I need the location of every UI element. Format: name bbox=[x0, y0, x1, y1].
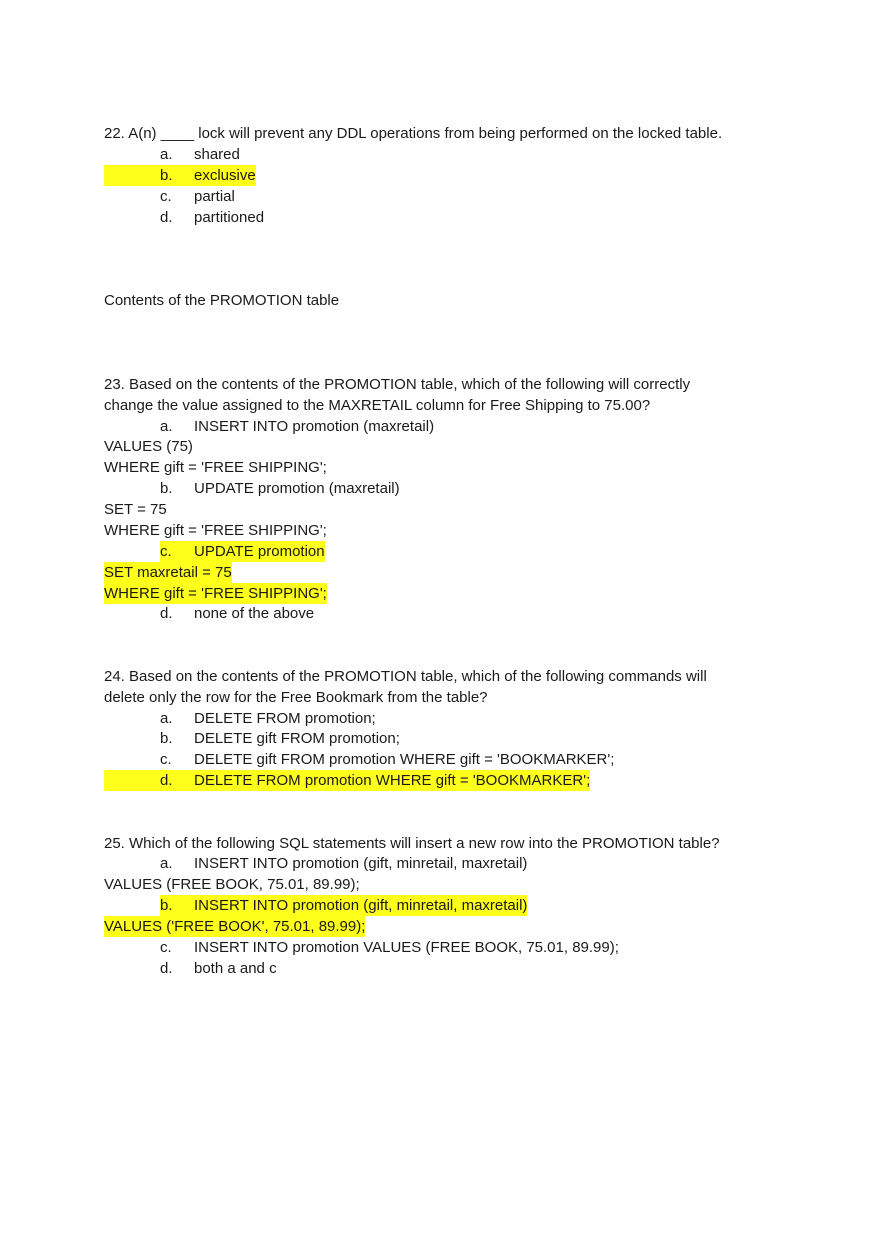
option-letter: a. bbox=[160, 710, 173, 727]
option-text: INSERT INTO promotion (gift, minretail, maxretail) bbox=[194, 855, 528, 872]
q24-option-d-answer bbox=[104, 770, 590, 791]
option-text: DELETE FROM promotion; bbox=[194, 710, 376, 727]
q25-option-c bbox=[104, 937, 619, 958]
option-letter: c. bbox=[160, 543, 172, 560]
option-text: DELETE FROM promotion WHERE gift = 'BOOKMARKER'; bbox=[194, 772, 591, 789]
q24-stem-line2: delete only the row for the Free Bookmark from the table? bbox=[104, 689, 488, 706]
option-text: UPDATE promotion (maxretail) bbox=[194, 480, 400, 497]
q24-option-c bbox=[104, 749, 614, 770]
option-letter: a. bbox=[160, 855, 173, 872]
q23-option-c-line3-answer: WHERE gift = 'FREE SHIPPING'; bbox=[104, 585, 327, 602]
q23-option-b-line2: SET = 75 bbox=[104, 501, 167, 518]
option-text: INSERT INTO promotion VALUES (FREE BOOK, 75.01, 89.99); bbox=[194, 939, 619, 956]
option-text: partial bbox=[194, 188, 235, 205]
option-letter: c. bbox=[160, 188, 172, 205]
q23-stem-line2: change the value assigned to the MAXRETAIL column for Free Shipping to 75.00? bbox=[104, 397, 651, 414]
q25-option-a-line2: VALUES (FREE BOOK, 75.01, 89.99); bbox=[104, 876, 360, 893]
promotion-table-heading: Contents of the PROMOTION table bbox=[104, 292, 340, 309]
q25-option-d bbox=[104, 958, 277, 979]
option-letter: b. bbox=[160, 730, 173, 747]
option-letter: b. bbox=[160, 480, 173, 497]
q25-stem: 25. Which of the following SQL statements will insert a new row into the PROMOTION table? bbox=[104, 835, 720, 852]
option-letter: d. bbox=[160, 772, 173, 789]
q23-option-b bbox=[104, 478, 400, 499]
q22-option-d bbox=[104, 207, 264, 228]
q23-option-a bbox=[104, 416, 434, 437]
option-letter: b. bbox=[160, 897, 173, 914]
q25-option-b-answer bbox=[104, 895, 527, 916]
q22-option-a bbox=[104, 144, 240, 165]
q25-option-b-line2-answer: VALUES ('FREE BOOK', 75.01, 89.99); bbox=[104, 918, 366, 935]
option-letter: a. bbox=[160, 418, 173, 435]
option-letter: b. bbox=[160, 167, 173, 184]
q22-option-c bbox=[104, 186, 235, 207]
option-text: none of the above bbox=[194, 605, 315, 622]
q22-option-b-answer bbox=[104, 165, 256, 186]
option-text: both a and c bbox=[194, 960, 277, 977]
option-letter: d. bbox=[160, 209, 173, 226]
option-text: exclusive bbox=[194, 167, 256, 184]
option-letter: c. bbox=[160, 751, 172, 768]
answer-highlight bbox=[160, 895, 527, 916]
q23-option-a-line3: WHERE gift = 'FREE SHIPPING'; bbox=[104, 459, 327, 476]
answer-highlight bbox=[160, 541, 325, 562]
q23-stem-line1: 23. Based on the contents of the PROMOTION table, which of the following will correctly bbox=[104, 376, 691, 393]
q23-option-b-line3: WHERE gift = 'FREE SHIPPING'; bbox=[104, 522, 327, 539]
q22-stem: 22. A(n) ____ lock will prevent any DDL operations from being performed on the locked table. bbox=[104, 125, 723, 142]
option-text: INSERT INTO promotion (gift, minretail, maxretail) bbox=[194, 897, 528, 914]
option-text: partitioned bbox=[194, 209, 265, 226]
option-text: UPDATE promotion bbox=[194, 543, 325, 560]
q24-stem-line1: 24. Based on the contents of the PROMOTION table, which of the following commands will bbox=[104, 668, 707, 685]
q23-option-c-answer bbox=[104, 541, 325, 562]
q24-option-a bbox=[104, 708, 376, 729]
q25-option-a bbox=[104, 853, 527, 874]
q23-option-d bbox=[104, 603, 314, 624]
option-text: INSERT INTO promotion (maxretail) bbox=[194, 418, 435, 435]
q23-option-a-line2: VALUES (75) bbox=[104, 438, 193, 455]
option-text: shared bbox=[194, 146, 240, 163]
option-letter: d. bbox=[160, 605, 173, 622]
option-letter: d. bbox=[160, 960, 173, 977]
q24-option-b bbox=[104, 728, 400, 749]
option-letter: c. bbox=[160, 939, 172, 956]
option-letter: a. bbox=[160, 146, 173, 163]
q23-option-c-line2-answer: SET maxretail = 75 bbox=[104, 564, 232, 581]
option-text: DELETE gift FROM promotion; bbox=[194, 730, 400, 747]
option-text: DELETE gift FROM promotion WHERE gift = 'BOOKMARKER'; bbox=[194, 751, 615, 768]
